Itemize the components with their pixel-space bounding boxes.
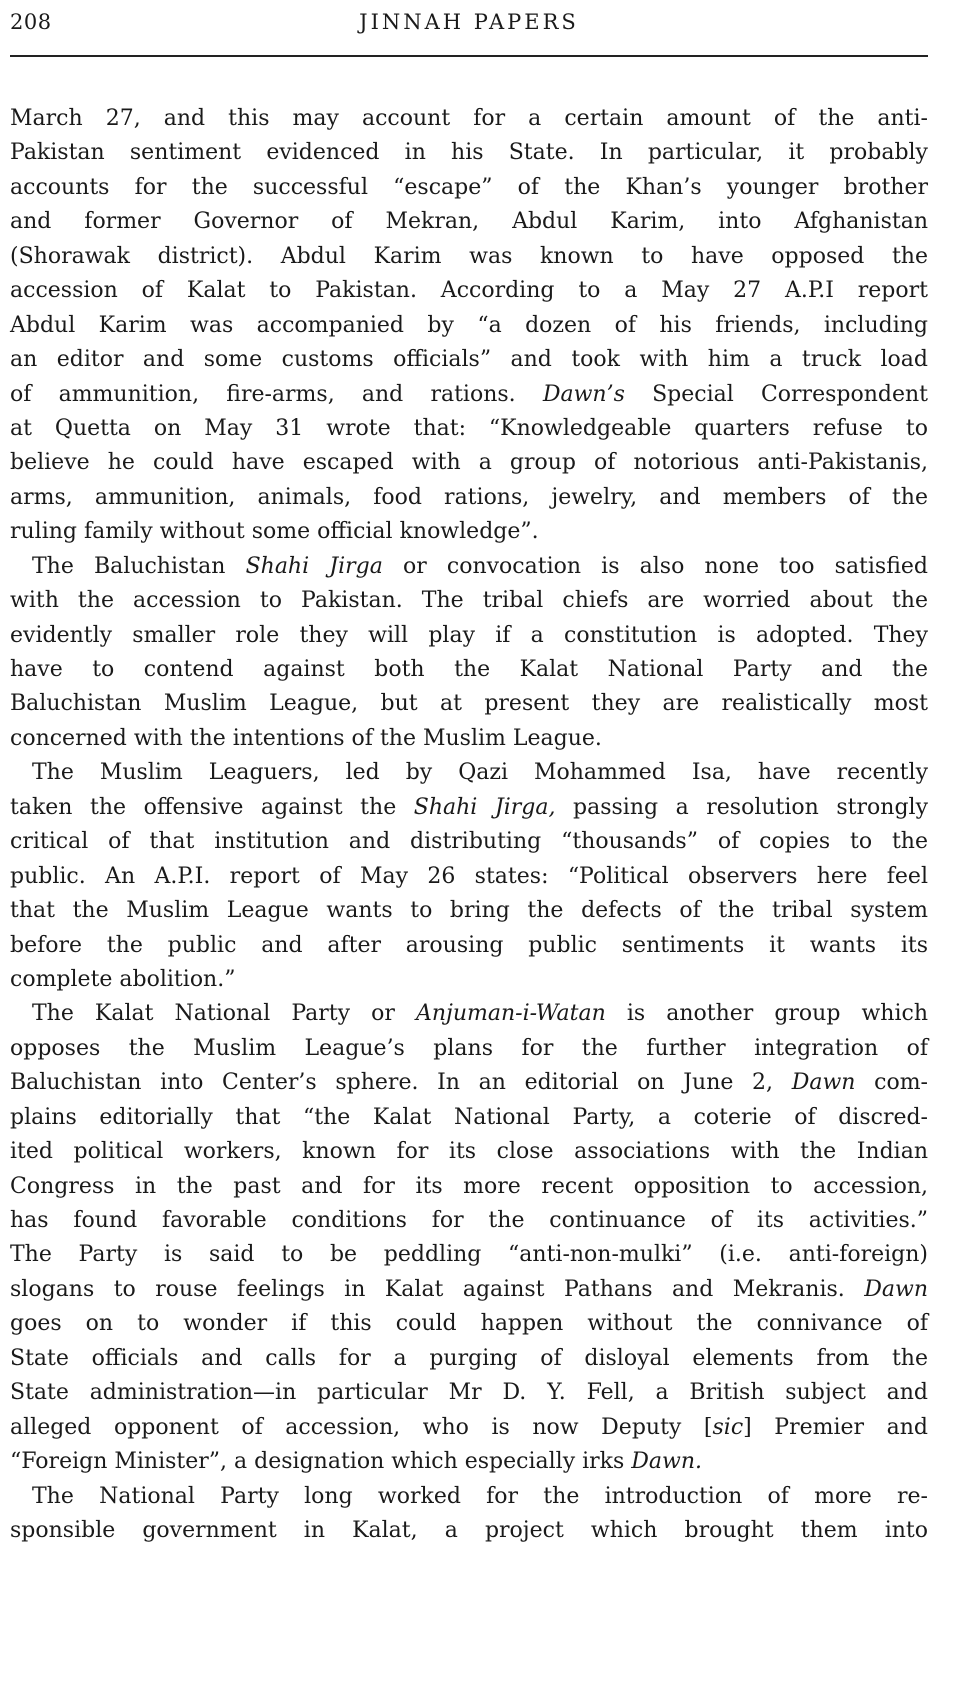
line-27-seg-1: The Kalat National Party or [32, 1001, 416, 1027]
line-28: opposes the Muslim League’s plans for the further integration of [10, 1035, 928, 1061]
line-42: sponsible government in Kalat, a project which brought them into [10, 1517, 928, 1543]
line-35 [10, 1273, 928, 1307]
line-39-seg-2: sic [712, 1414, 744, 1440]
line-15: with the accession to Pakistan. The tribal chiefs are worried about the [10, 588, 928, 614]
line-09-seg-2: Dawn’s [542, 381, 625, 407]
line-38: State administration—in particular Mr D. Y. Fell, a British subject and [10, 1380, 928, 1406]
line-37: State officials and calls for a purging of disloyal elements from the [10, 1345, 928, 1371]
line-26: complete abolition.” [10, 966, 236, 992]
page-header [10, 6, 928, 42]
line-27-seg-3: is another group which [605, 1001, 928, 1027]
line-17: have to contend against both the Kalat National Party and the [10, 657, 928, 682]
line-03: accounts for the successful “escape” of the Khan’s younger brother [10, 174, 928, 200]
line-24: that the Muslim League wants to bring the defects of the tribal system [10, 898, 928, 924]
line-18: Baluchistan Muslim League, but at present they are realistically most [10, 691, 928, 717]
line-35-seg-1: slogans to rouse feelings in Kalat against Pathans and Mekranis. [10, 1276, 865, 1302]
line-23: public. An A.P.I. report of May 26 states: “Political observers here feel [10, 863, 928, 889]
line-09 [10, 378, 928, 412]
line-13: ruling family without some official knowledge”. [10, 519, 539, 545]
header-rule [10, 55, 928, 57]
line-04: and former Governor of Mekran, Abdul Karim, into Afghanistan [10, 209, 928, 235]
line-21-seg-3: passing a resolution strongly [555, 794, 928, 820]
line-29-seg-2: Dawn [791, 1070, 856, 1096]
line-16: evidently smaller role they will play if a constitution is adopted. They [10, 622, 928, 648]
line-40-seg-2: Dawn. [631, 1449, 703, 1475]
line-09-seg-3: Special Correspondent [624, 381, 928, 407]
line-19: concerned with the intentions of the Muslim League. [10, 725, 602, 751]
line-21 [10, 791, 928, 825]
line-39 [10, 1411, 928, 1445]
line-11: believe he could have escaped with a group of notorious anti-Pakistanis, [10, 450, 928, 476]
line-10: at Quetta on May 31 wrote that: “Knowledgeable quarters refuse to [10, 415, 928, 441]
page-number: 208 [10, 10, 52, 34]
line-40-seg-1: “Foreign Minister”, a designation which especially irks [10, 1449, 632, 1475]
line-14-seg-2: Shahi Jirga [245, 553, 383, 579]
line-21-seg-2: Shahi Jirga, [413, 794, 556, 820]
line-14-seg-1: The Baluchistan [32, 553, 246, 579]
line-32: Congress in the past and for its more recent opposition to accession, [10, 1173, 928, 1199]
line-39-seg-3: ] Premier and [743, 1414, 928, 1440]
line-29-seg-3: com- [855, 1070, 928, 1096]
line-12: arms, ammunition, animals, food rations, jewelry, and members of the [10, 484, 928, 510]
line-36: goes on to wonder if this could happen without the connivance of [10, 1311, 928, 1337]
line-34: The Party is said to be peddling “anti-non-mulki” (i.e. anti-foreign) [10, 1242, 928, 1268]
line-40 [10, 1445, 928, 1479]
line-22: critical of that institution and distributing “thousands” of copies to the [10, 829, 928, 855]
line-06: accession of Kalat to Pakistan. According to a May 27 A.P.I report [10, 278, 928, 304]
line-05: (Shorawak district). Abdul Karim was known to have opposed the [10, 243, 928, 269]
line-29 [10, 1066, 928, 1100]
line-39-seg-1: alleged opponent of accession, who is now Deputy [ [10, 1414, 713, 1440]
line-09-seg-1: of ammunition, fire-arms, and rations. [10, 381, 543, 407]
line-07: Abdul Karim was accompanied by “a dozen of his friends, including [10, 312, 928, 338]
line-25: before the public and after arousing public sentiments it wants its [10, 932, 928, 958]
line-08: an editor and some customs officials” and took with him a truck load [10, 347, 928, 373]
line-30: plains editorially that “the Kalat National Party, a coterie of discred- [10, 1104, 928, 1130]
line-01: March 27, and this may account for a certain amount of the anti- [10, 106, 928, 131]
line-33: has found favorable conditions for the continuance of its activities.” [10, 1208, 928, 1233]
line-02: Pakistan sentiment evidenced in his State. In particular, it probably [10, 140, 928, 166]
line-31: ited political workers, known for its close associations with the Indian [10, 1139, 928, 1165]
line-21-seg-1: taken the offensive against the [10, 794, 414, 820]
running-title: JINNAH PAPERS [359, 10, 579, 34]
line-20: The Muslim Leaguers, led by Qazi Mohammed Isa, have recently [32, 760, 928, 786]
line-14 [10, 550, 928, 584]
line-27-seg-2: Anjuman-i-Watan [415, 1001, 606, 1027]
line-41: The National Party long worked for the introduction of more re- [32, 1483, 928, 1509]
line-27 [10, 997, 928, 1031]
line-14-seg-3: or convocation is also none too satisfied [382, 553, 929, 579]
line-29-seg-1: Baluchistan into Center’s sphere. In an editorial on June 2, [10, 1070, 792, 1096]
line-35-seg-2: Dawn [864, 1276, 928, 1302]
body-text [10, 102, 928, 1548]
